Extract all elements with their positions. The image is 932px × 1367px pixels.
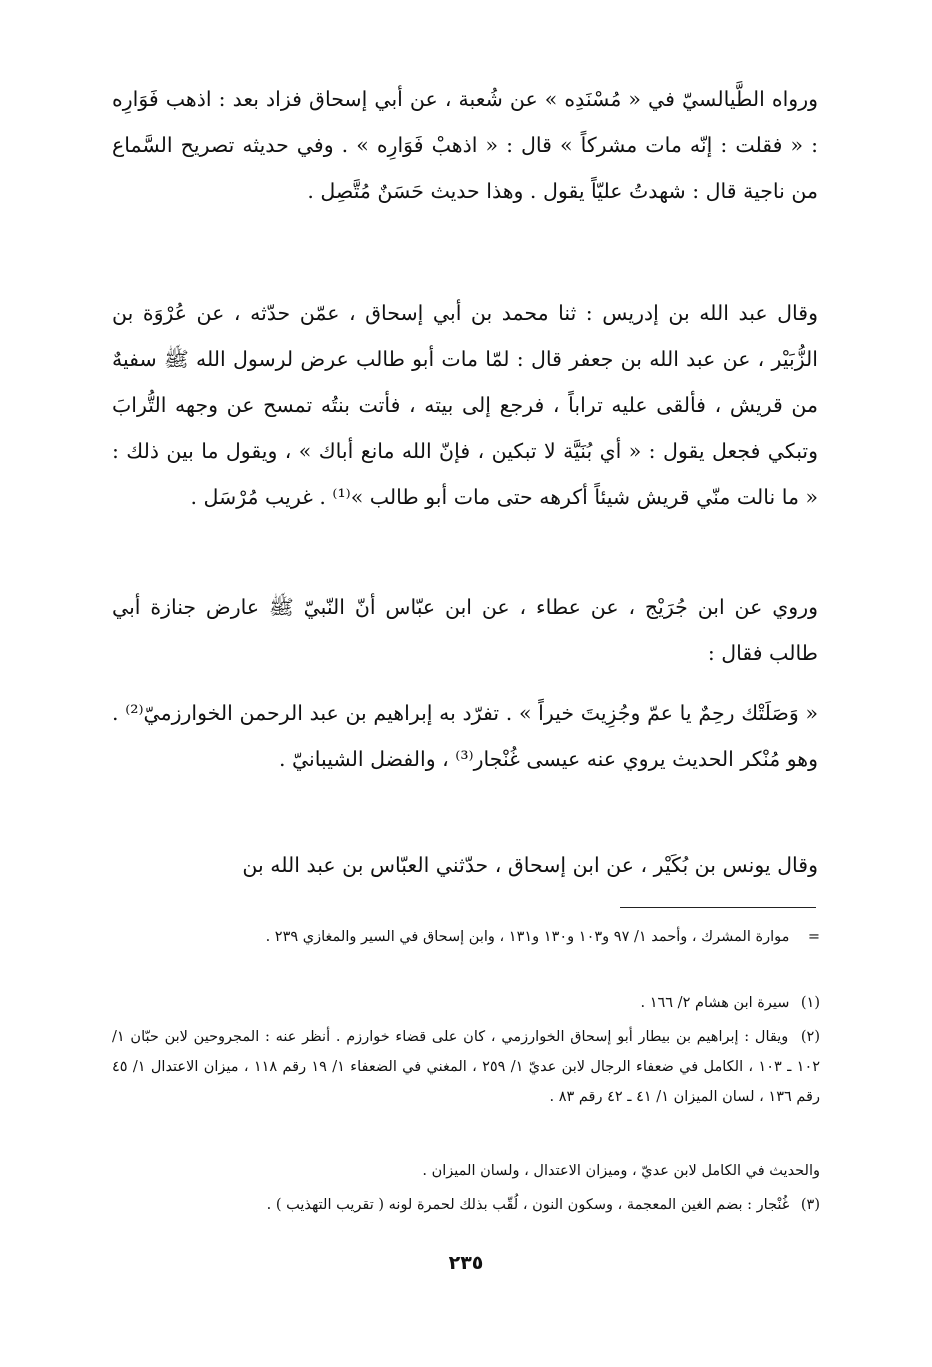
footnote-text: موارة المشرك ، وأحمد ١/ ٩٧ و١٠٣ و١٣٠ و١٣١ ، وابن إسحاق في السير والمغازي ٢٣٩ . <box>265 929 790 945</box>
footnote-text: غُنْجار : بضم الغين المعجمة ، وسكون النون ، لُقّب بذلك لحمرة لونه ( تقريب التهذيب ) . <box>266 1197 790 1213</box>
paragraph-4: « وَصَلَتْك رحِمٌ يا عمّ وجُزِيتَ خيراً » . تفرّد به إبراهيم بن عبد الرحمن الخوارزميّ⁽²⁾ . وهو مُنْكر الحديث يروي عنه عيسى غُنْجار⁽³⁾ ، والفضل الشيبانيّ . <box>112 701 818 771</box>
paragraph-1: ورواه الطَّيالسيّ في « مُسْنَدِه » عن شُعبة ، عن أبي إسحاق فزاد بعد : اذهب فَوَارِه : « فقلت : إنّه مات مشركاً » قال : « اذهبْ فَوَارِه » . وفي حديثه تصريح السَّماع من ناجية قال : شهدتُ عليّاً يقول . وهذا حديث حَسَنٌ مُتَّصِل . <box>112 87 818 203</box>
footnote-2 <box>112 1022 820 1112</box>
paragraph-3: وروي عن ابن جُرَيْج ، عن عطاء ، عن ابن عبّاس أنّ النّبيّ ﷺ عارض جنازة أبي طالب فقال : <box>112 595 818 665</box>
paragraph-2: وقال عبد الله بن إدريس : ثنا محمد بن أبي إسحاق ، عمّن حدّثه ، عن عُرْوَة بن الزُّبَيْر ، عن عبد الله بن جعفر قال : لمّا مات أبو طالب عرض لرسول الله ﷺ سفيهٌ من قريش ، فألقى عليه تراباً ، فرجع إلى بيته ، فأتت بنتُه تمسح عن وجهه التُّرابَ وتبكي فجعل يقول : « أي بُنَيَّة لا تبكين ، فإنّ الله مانع أباك » ، ويقول ما بين ذلك : « ما نالت منّي قريش شيئاً أكرهه حتى مات أبو طالب »⁽¹⁾ . غريب مُرْسَل . <box>112 301 818 509</box>
footnote-mark: (٣) <box>800 1197 820 1213</box>
footnote-text: ويقال : إبراهيم بن بيطار أبو إسحاق الخوارزمي ، كان على قضاء خوارزم . أنظر عنه : المجروحين لابن حبّان ١/ ١٠٢ ـ ١٠٣ ، الكامل في ضعفاء الرجال لابن عديّ ١/ ٢٥٩ ، المغني في الضعفاء ١/ ١٩ رقم ١١٨ ، ميزان الاعتدال ١/ ٤٥ رقم ١٣٦ ، لسان الميزان ١/ ٤١ ـ ٤٢ رقم ٨٣ . <box>112 1029 821 1105</box>
footnote-separator <box>620 907 816 908</box>
footnote-text: والحديث في الكامل لابن عديّ ، وميزان الاعتدال ، ولسان الميزان . <box>422 1163 820 1179</box>
footnote-text: سيرة ابن هشام ٢/ ١٦٦ . <box>640 995 790 1011</box>
footnote-continuation <box>112 922 820 952</box>
footnote-3 <box>112 1190 820 1220</box>
page-number: ٢٣٥ <box>448 1252 484 1274</box>
footnote-mark: = <box>807 929 820 945</box>
footnote-mark: (٢) <box>800 1029 820 1045</box>
paragraph-5: وقال يونس بن بُكَيْر ، عن ابن إسحاق ، حدّثني العبّاس بن عبد الله بن <box>242 853 818 877</box>
footnote-mark: (١) <box>800 995 820 1011</box>
footnote-1 <box>112 988 820 1018</box>
footnote-2-continuation <box>112 1156 846 1186</box>
